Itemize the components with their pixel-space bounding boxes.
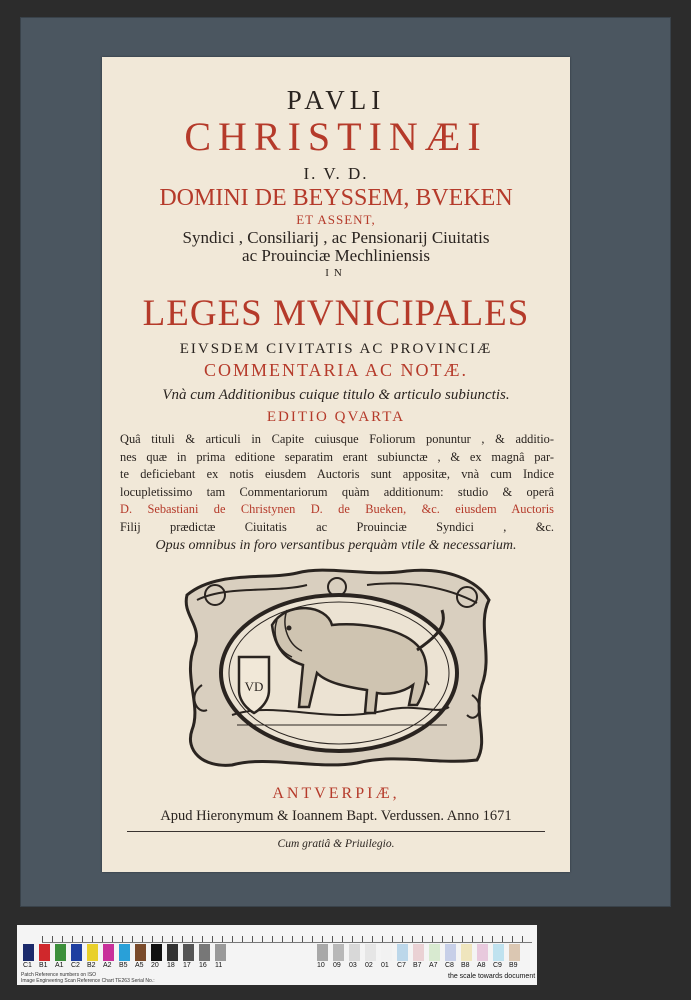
- color-patch-label: 20: [151, 962, 159, 969]
- paragraph-line: nes quæ in prima editione separatim erant subiunctæ , & ex magnâ par-: [120, 449, 554, 464]
- description-paragraph: [120, 431, 554, 536]
- color-patch: [397, 944, 408, 961]
- title-line-3: COMMENTARIA AC NOTÆ.: [203, 360, 469, 380]
- color-patch: [349, 944, 360, 961]
- color-patch: [135, 944, 146, 961]
- color-patch-label: B5: [119, 962, 128, 969]
- color-patch: [39, 944, 50, 961]
- main-title: LEGES MVNICIPALES: [142, 293, 530, 334]
- color-patch: [413, 944, 424, 961]
- places-line: ET ASSENT,: [296, 212, 376, 227]
- color-patch: [461, 944, 472, 961]
- paragraph-line: D. Sebastiani de Christynen D. de Bueken, &c. eiusdem Auctoris: [120, 502, 554, 516]
- office-line-2: ac Prouinciæ Mechliniensis: [242, 246, 430, 265]
- color-patch: [23, 944, 34, 961]
- chart-footer-line-2: Image Engineering Scan Reference Chart TE263 Serial No.:: [21, 978, 155, 984]
- color-patch: [509, 944, 520, 961]
- color-patch: [199, 944, 210, 961]
- preposition-line: IN: [325, 267, 347, 279]
- paragraph-line: Filij prædictæ Ciuitatis ac Prouinciæ Syndici , &c.: [120, 519, 554, 534]
- color-patch-label: 11: [215, 962, 223, 969]
- color-patch: [365, 944, 376, 961]
- imprint-line: Apud Hieronymum & Ioannem Bapt. Verdussen. Anno 1671: [160, 808, 512, 824]
- color-patch-label: C1: [23, 962, 32, 969]
- color-patch: [445, 944, 456, 961]
- color-patch-label: 16: [199, 962, 207, 969]
- privilege-line: Cum gratiâ & Priuilegio.: [277, 838, 395, 850]
- color-patch: [167, 944, 178, 961]
- office-line-1: Syndici , Consiliarij , ac Pensionarij Ciuitatis: [182, 228, 490, 247]
- color-patch-label: C2: [71, 962, 80, 969]
- author-first-name: PAVLI: [286, 85, 386, 115]
- title-line-2: EIVSDEM CIVITATIS AC PROVINCIÆ: [179, 341, 493, 357]
- paragraph-line: te deficiebant ex notis eiusdem Auctoris sunt appositæ, vnà cum Indice: [120, 467, 554, 481]
- chart-footer-line-1: Patch Reference numbers on ISO: [21, 972, 97, 978]
- color-patch: [87, 944, 98, 961]
- color-patch-label: 03: [349, 962, 357, 969]
- color-patch-label: A2: [103, 962, 112, 969]
- color-reference-chart: [17, 925, 537, 985]
- author-last-name: CHRISTINÆI: [184, 114, 488, 159]
- color-patch: [119, 944, 130, 961]
- color-patch-label: 18: [167, 962, 175, 969]
- city-line: ANTVERPIÆ,: [272, 785, 400, 802]
- color-patch-label: B7: [413, 962, 422, 969]
- color-patch: [103, 944, 114, 961]
- printers-device-lion-emblem: [177, 565, 497, 770]
- scale-note: the scale towards document: [448, 973, 536, 980]
- color-patch-label: A5: [135, 962, 144, 969]
- color-patch-label: C8: [445, 962, 454, 969]
- color-patch-label: B8: [461, 962, 470, 969]
- color-patch-label: C9: [493, 962, 502, 969]
- color-patch: [477, 944, 488, 961]
- color-patch: [333, 944, 344, 961]
- color-patch-label: A1: [55, 962, 64, 969]
- color-patch: [381, 944, 392, 961]
- edition-line: EDITIO QVARTA: [266, 409, 406, 425]
- measurement-ruler: [42, 928, 532, 943]
- color-patch-label: 01: [381, 962, 389, 969]
- color-patch-label: 09: [333, 962, 341, 969]
- color-patch-label: 17: [183, 962, 191, 969]
- emblem-monogram: VD: [244, 679, 264, 694]
- paragraph-line: Quâ tituli & articuli in Capite cuiusque Foliorum ponuntur , & additio-: [120, 432, 554, 446]
- color-patch-label: B9: [509, 962, 518, 969]
- color-patch: [317, 944, 328, 961]
- color-patch-label: 02: [365, 962, 373, 969]
- divider-rule: [127, 831, 545, 832]
- color-patch: [71, 944, 82, 961]
- lordship-line: DOMINI DE BEYSSEM, BVEKEN: [159, 185, 513, 211]
- color-patch: [493, 944, 504, 961]
- color-patch-label: A7: [429, 962, 438, 969]
- color-patch-label: B1: [39, 962, 48, 969]
- color-patch: [151, 944, 162, 961]
- color-patch-label: A8: [477, 962, 486, 969]
- paragraph-line: locupletissimo tam Commentariorum quàm additionum: studio & operâ: [120, 484, 554, 499]
- color-patch: [55, 944, 66, 961]
- color-patch: [183, 944, 194, 961]
- color-patch-label: 10: [317, 962, 325, 969]
- motto-line: Opus omnibus in foro versantibus perquàm vtile & necessarium.: [155, 538, 517, 553]
- degree-line: I. V. D.: [303, 164, 369, 183]
- title-page: [102, 57, 570, 872]
- color-patch-label: C7: [397, 962, 406, 969]
- color-patch: [215, 944, 226, 961]
- color-patch: [429, 944, 440, 961]
- color-patch-label: B2: [87, 962, 96, 969]
- additions-line: Vnà cum Additionibus cuique titulo & articulo subiunctis.: [162, 387, 510, 403]
